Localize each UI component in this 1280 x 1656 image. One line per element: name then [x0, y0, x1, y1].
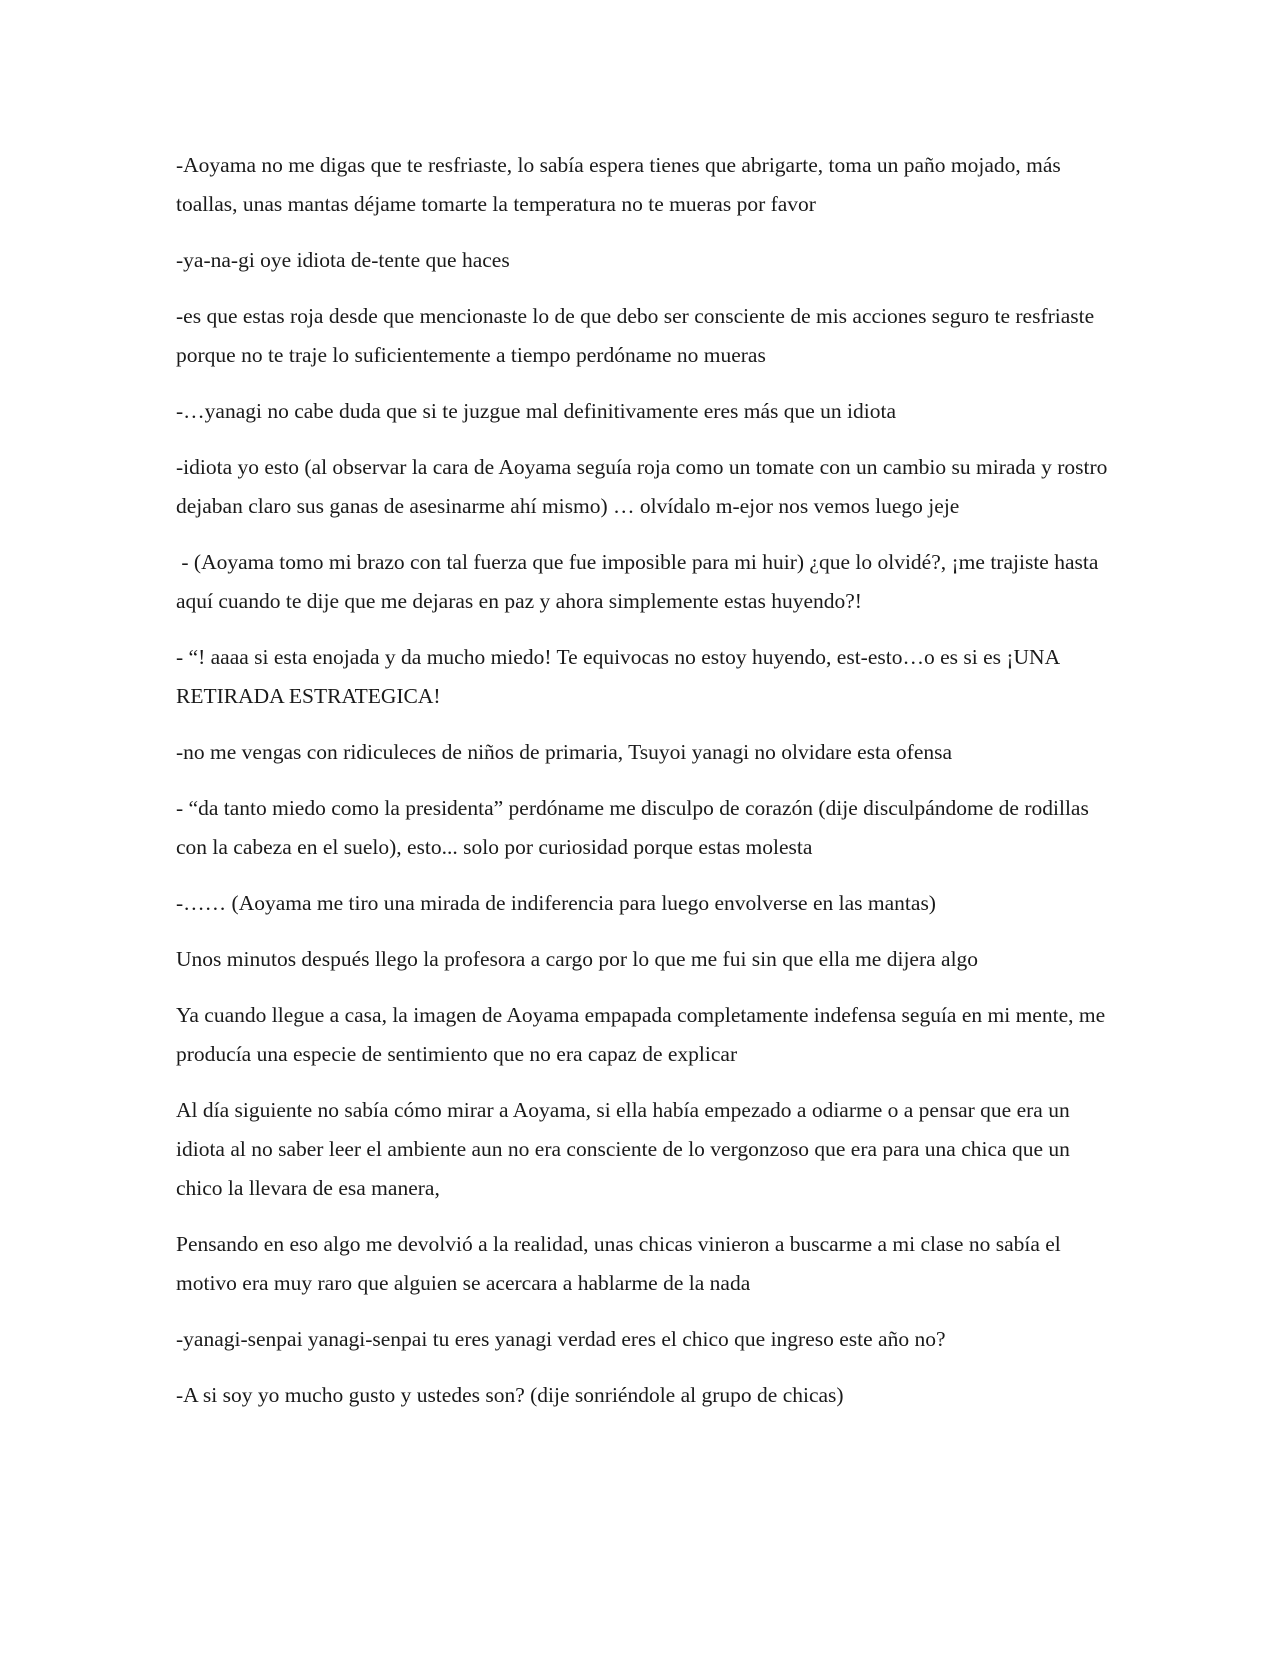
document-body	[176, 146, 1111, 1432]
paragraph-12: Ya cuando llegue a casa, la imagen de Aoyama empapada completamente indefensa seguía en mi mente, me producía una especie de sentimiento que no era capaz de explicar	[176, 1003, 1111, 1066]
paragraph-9: - “da tanto miedo como la presidenta” perdóname me disculpo de corazón (dije disculpándome de rodillas con la cabeza en el suelo), esto... solo por curiosidad porque estas molesta	[176, 796, 1095, 859]
paragraph-7: - “! aaaa si esta enojada y da mucho miedo! Te equivocas no estoy huyendo, est-esto…o es si es ¡UNA RETIRADA ESTRATEGICA!	[176, 645, 1065, 708]
paragraph-15: -yanagi-senpai yanagi-senpai tu eres yanagi verdad eres el chico que ingreso este año no?	[176, 1327, 946, 1351]
paragraph-10: -…… (Aoyama me tiro una mirada de indiferencia para luego envolverse en las mantas)	[176, 891, 936, 915]
paragraph-2: -ya-na-gi oye idiota de-tente que haces	[176, 248, 510, 272]
paragraph-4: -…yanagi no cabe duda que si te juzgue mal definitivamente eres más que un idiota	[176, 399, 897, 423]
paragraph-11: Unos minutos después llego la profesora a cargo por lo que me fui sin que ella me dijera algo	[176, 947, 979, 971]
paragraph-6: - (Aoyama tomo mi brazo con tal fuerza que fue imposible para mi huir) ¿que lo olvidé?, ¡me trajiste hasta aquí cuando te dije que me dejaras en paz y ahora simplemente estas huyendo?!	[176, 550, 1104, 613]
paragraph-5: -idiota yo esto (al observar la cara de Aoyama seguía roja como un tomate con un cambio su mirada y rostro dejaban claro sus ganas de asesinarme ahí mismo) … olvídalo m-ejor nos vemos luego jeje	[176, 455, 1113, 518]
paragraph-14: Pensando en eso algo me devolvió a la realidad, unas chicas vinieron a buscarme a mi clase no sabía el motivo era muy raro que alguien se acercara a hablarme de la nada	[176, 1232, 1067, 1295]
paragraph-1: -Aoyama no me digas que te resfriaste, lo sabía espera tienes que abrigarte, toma un paño mojado, más toallas, unas mantas déjame tomarte la temperatura no te mueras por favor	[176, 153, 1067, 216]
paragraph-8: -no me vengas con ridiculeces de niños de primaria, Tsuyoi yanagi no olvidare esta ofensa	[176, 740, 953, 764]
paragraph-13: Al día siguiente no sabía cómo mirar a Aoyama, si ella había empezado a odiarme o a pensar que era un idiota al no saber leer el ambiente aun no era consciente de lo vergonzoso que era para una chica que un chico la llevara de esa manera,	[176, 1098, 1076, 1200]
paragraph-3: -es que estas roja desde que mencionaste lo de que debo ser consciente de mis acciones seguro te resfriaste porque no te traje lo suficientemente a tiempo perdóname no mueras	[176, 304, 1100, 367]
paragraph-16: -A si soy yo mucho gusto y ustedes son? (dije sonriéndole al grupo de chicas)	[176, 1383, 844, 1407]
